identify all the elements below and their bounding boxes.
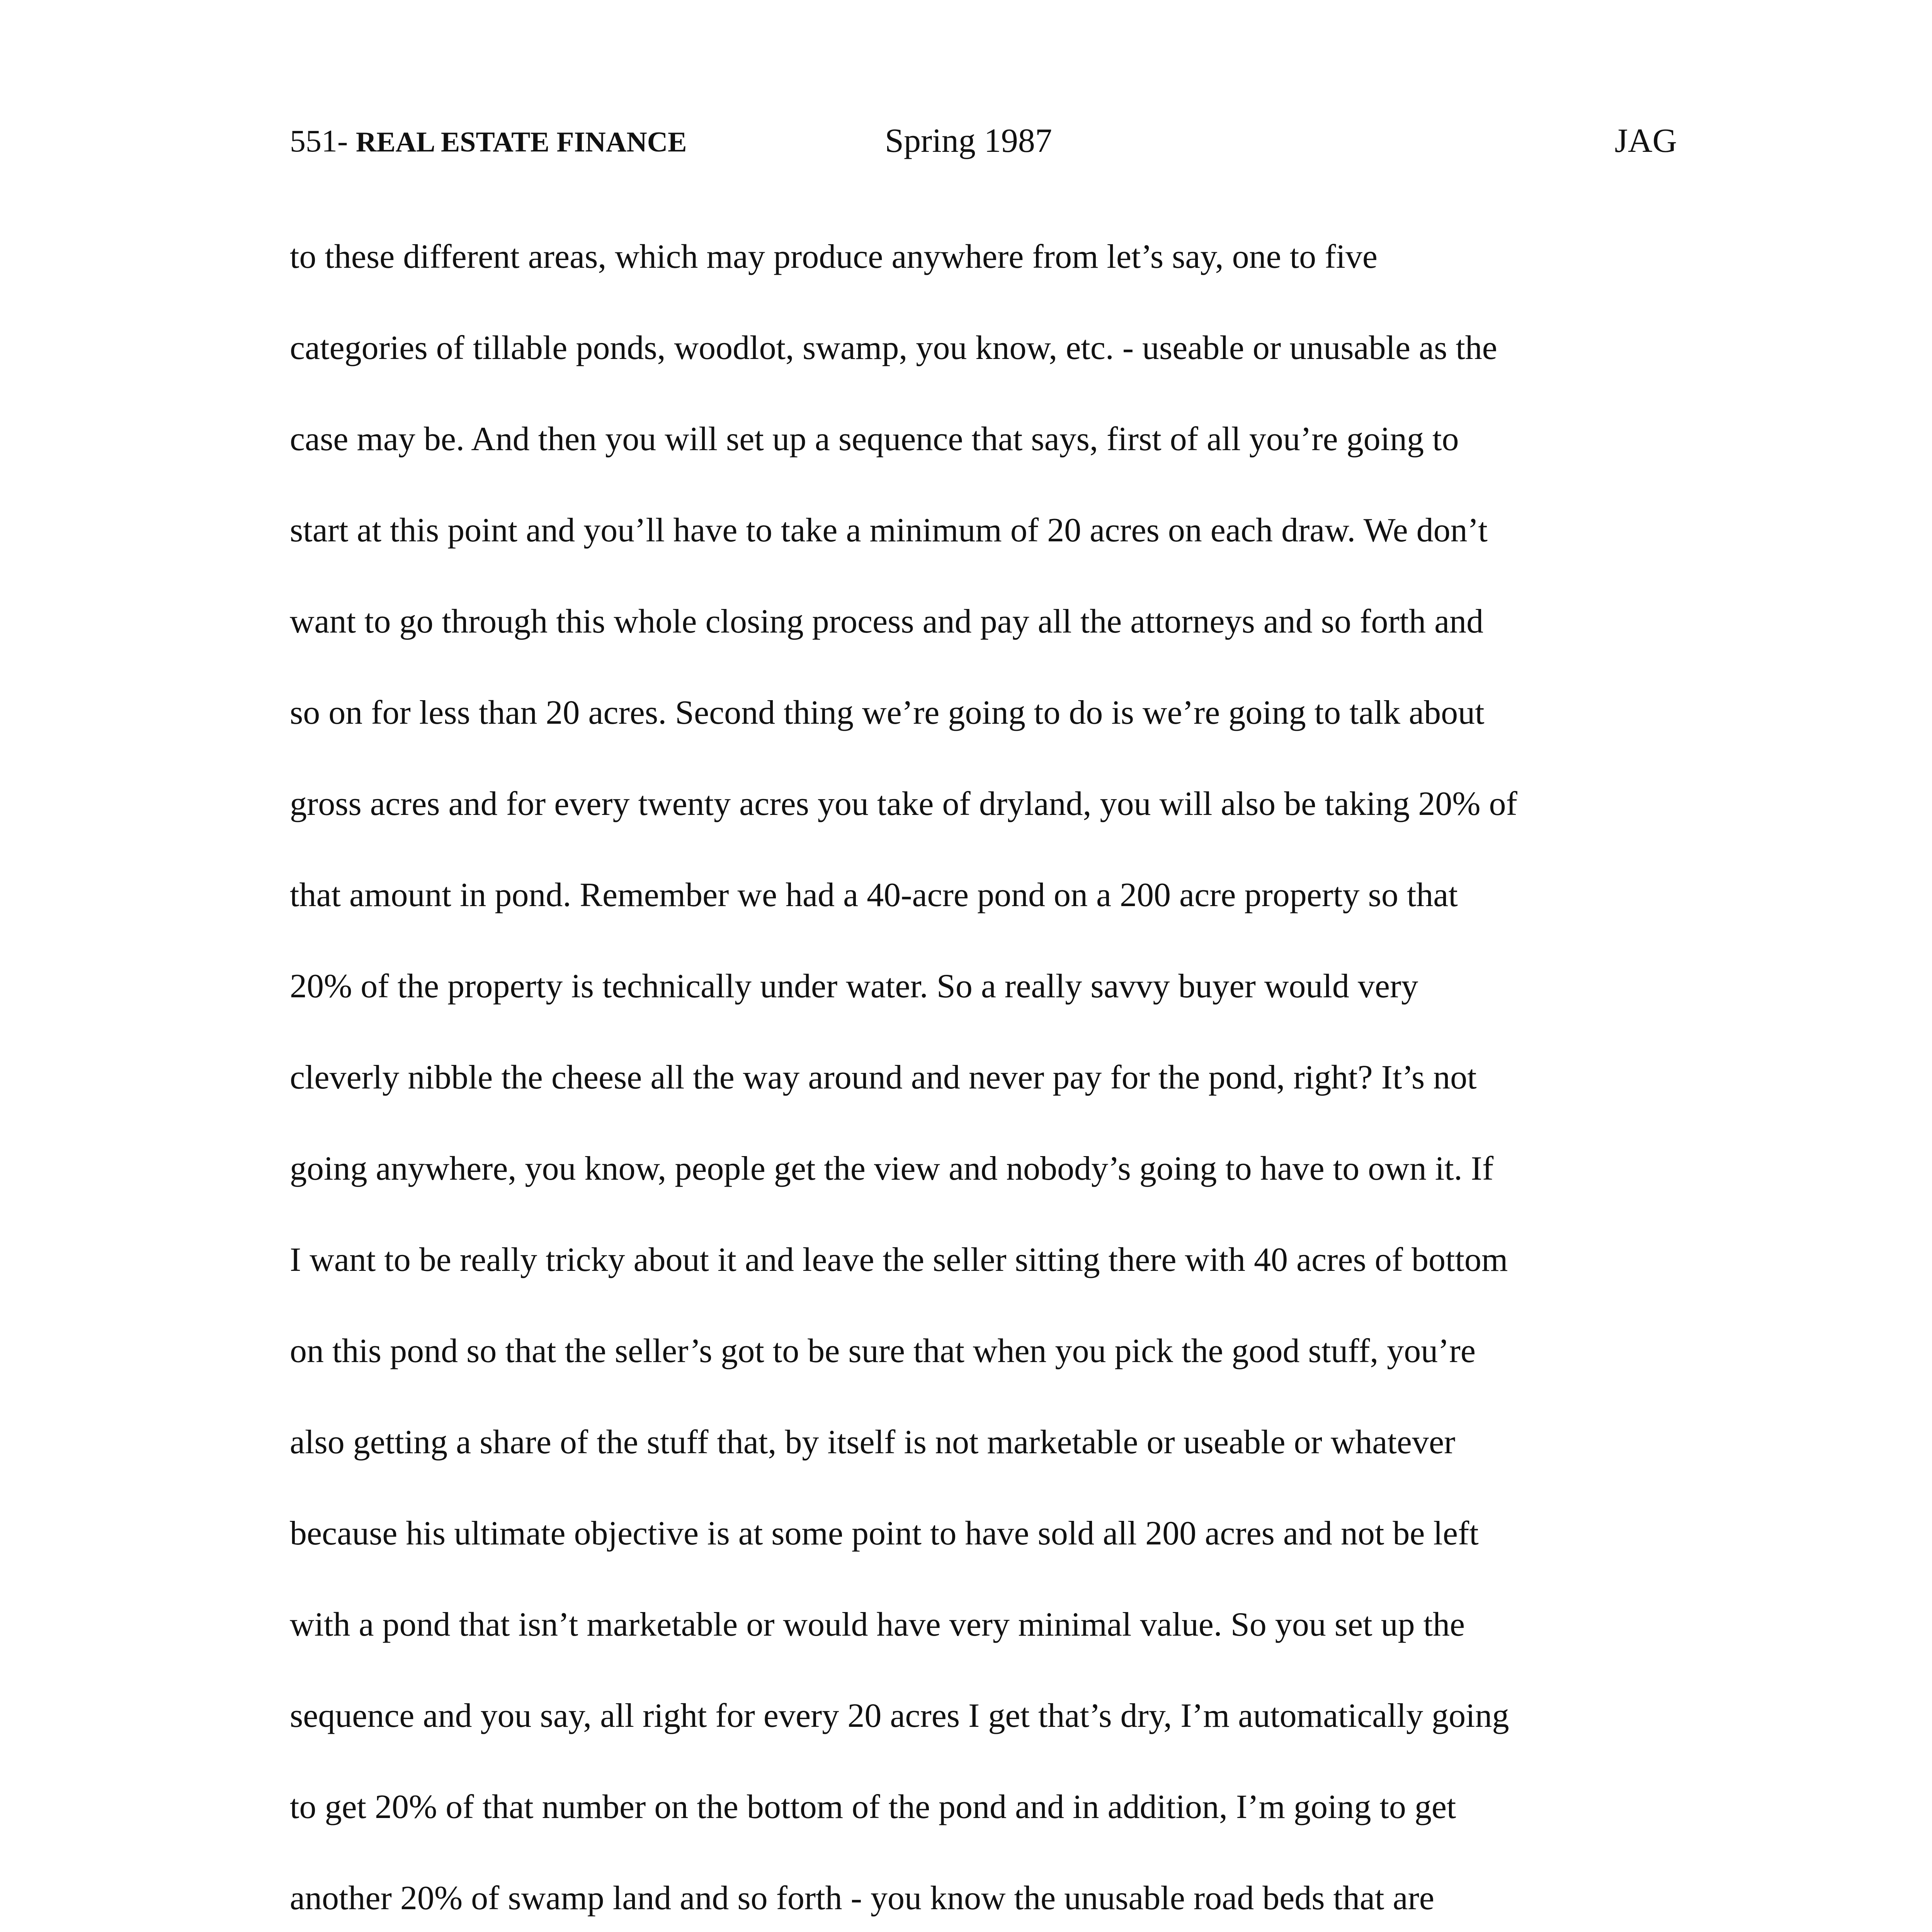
text-line: cleverly nibble the cheese all the way around and never pay for the pond, right? It’s not [290, 1059, 1477, 1096]
term-label: Spring 1987 [885, 122, 1052, 160]
text-line: with a pond that isn’t marketable or would have very minimal value. So you set up the [290, 1606, 1465, 1643]
text-line: on this pond so that the seller’s got to be sure that when you pick the good stuff, you’re [290, 1332, 1476, 1370]
text-line: going anywhere, you know, people get the view and nobody’s going to have to own it. If [290, 1150, 1494, 1187]
text-line: categories of tillable ponds, woodlot, swamp, you know, etc. - useable or unusable as the [290, 329, 1497, 367]
page-header [290, 116, 1677, 166]
author-initials: JAG [1614, 122, 1677, 160]
text-line: also getting a share of the stuff that, by itself is not marketable or useable or whatever [290, 1423, 1456, 1461]
course-title [290, 116, 687, 167]
text-line: to get 20% of that number on the bottom of the pond and in addition, I’m going to get [290, 1788, 1456, 1826]
text-line: start at this point and you’ll have to take a minimum of 20 acres on each draw. We don’t [290, 512, 1488, 549]
course-name: REAL ESTATE FINANCE [355, 126, 687, 158]
course-code: 551- [290, 123, 348, 158]
text-line: 20% of the property is technically under water. So a really savvy buyer would very [290, 968, 1418, 1005]
text-line: that amount in pond. Remember we had a 40-acre pond on a 200 acre property so that [290, 876, 1458, 914]
text-line: to these different areas, which may produce anywhere from let’s say, one to five [290, 238, 1378, 276]
text-line: another 20% of swamp land and so forth - you know the unusable road beds that are [290, 1879, 1434, 1917]
text-line: because his ultimate objective is at some point to have sold all 200 acres and not be left [290, 1515, 1479, 1552]
text-line: I want to be really tricky about it and leave the seller sitting there with 40 acres of bottom [290, 1241, 1508, 1279]
text-line: case may be. And then you will set up a sequence that says, first of all you’re going to [290, 420, 1459, 458]
transcript-body [290, 232, 1677, 1932]
text-line: gross acres and for every twenty acres you take of dryland, you will also be taking 20% of [290, 785, 1517, 823]
text-line: so on for less than 20 acres. Second thing we’re going to do is we’re going to talk about [290, 694, 1485, 731]
text-line: want to go through this whole closing process and pay all the attorneys and so forth and [290, 603, 1484, 640]
text-line: sequence and you say, all right for every 20 acres I get that’s dry, I’m automatically going [290, 1697, 1509, 1735]
